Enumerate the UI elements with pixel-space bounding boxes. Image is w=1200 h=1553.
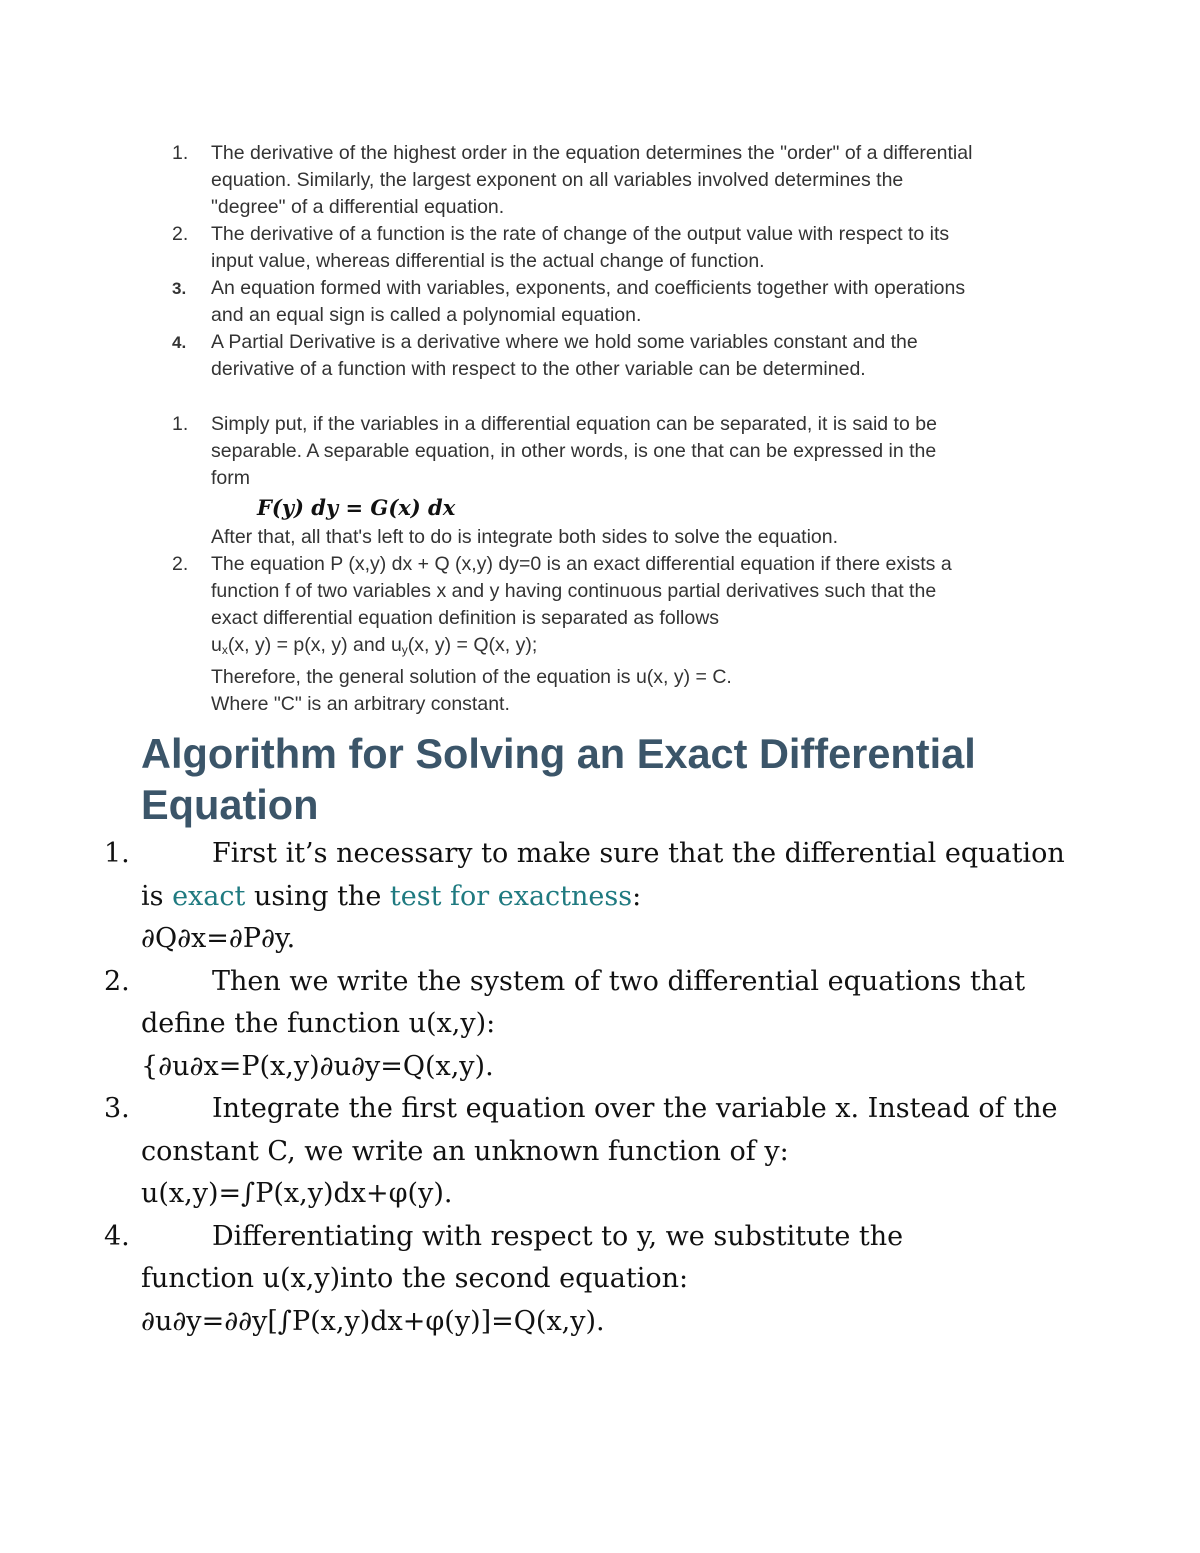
algorithm-step — [0, 961, 1200, 1089]
step-text: Differentiating with respect to y, we substitute the — [212, 1220, 904, 1252]
list-number: 2. — [172, 223, 189, 245]
step-text: Then we write the system of two differential equations that — [212, 965, 1026, 997]
text-line: The derivative of a function is the rate of change of the output value with respect to its — [211, 223, 950, 245]
separable-formula: F(y) dy = G(x) dx — [257, 495, 456, 520]
text-line: exact differential equation definition is separated as follows — [211, 607, 720, 629]
step-text: Integrate the first equation over the variable x. Instead of the — [212, 1093, 1058, 1124]
definitions-list — [0, 140, 1200, 383]
step-text: function u(x,y)into the second equation: — [141, 1263, 689, 1294]
step-equation: ∂Q∂x=∂P∂y. — [141, 923, 296, 954]
list-number: 1. — [172, 142, 189, 164]
heading-line: Equation — [141, 781, 319, 828]
text-fragment: (x, y) = Q(x, y); — [407, 634, 538, 656]
section-heading — [141, 728, 1101, 830]
text-line: "degree" of a differential equation. — [211, 196, 505, 218]
text-line: function f of two variables x and y having continuous partial derivatives such that the — [211, 580, 937, 602]
text-line: form — [211, 467, 250, 489]
text-line: input value, whereas differential is the actual change of function. — [211, 250, 765, 272]
step-number: 4. — [104, 1220, 130, 1252]
text-line: The derivative of the highest order in the equation determines the "order" of a differential — [211, 142, 973, 164]
algorithm-step — [0, 1216, 1200, 1344]
step-equation: {∂u∂x=P(x,y)∂u∂y=Q(x,y). — [141, 1050, 494, 1082]
list-number: 4. — [172, 333, 187, 352]
algorithm-step — [0, 1088, 1200, 1216]
list-item — [0, 411, 1200, 551]
step-equation: ∂u∂y=∂∂y[∫P(x,y)dx+φ(y)]=Q(x,y). — [141, 1305, 605, 1337]
list-number: 3. — [172, 279, 187, 298]
equation-types-list — [0, 411, 1200, 718]
text-line: derivative of a function with respect to the other variable can be determined. — [211, 358, 866, 380]
subscript: x — [221, 643, 228, 657]
text-line: Where "C" is an arbitrary constant. — [211, 693, 510, 715]
list-item-text — [211, 275, 1071, 329]
text-line: equation. Similarly, the largest exponent on all variables involved determines the — [211, 169, 904, 191]
step-text: define the function u(x,y): — [141, 1008, 496, 1039]
text-line: A Partial Derivative is a derivative where we hold some variables constant and the — [211, 331, 918, 353]
text-fragment: is — [141, 880, 173, 912]
algorithm-list — [0, 833, 1200, 1343]
text-line: After that, all that's left to do is integrate both sides to solve the equation. — [211, 526, 839, 548]
step-number: 2. — [104, 965, 130, 997]
text-fragment: using the — [245, 880, 390, 912]
list-item — [0, 329, 1200, 383]
list-item — [0, 551, 1200, 718]
heading-line: Algorithm for Solving an Exact Differential — [141, 730, 976, 777]
text-fragment: : — [632, 880, 642, 912]
text-line: The equation P (x,y) dx + Q (x,y) dy=0 is an exact differential equation if there exists a — [211, 553, 952, 575]
text-line: An equation formed with variables, exponents, and coefficients together with operations — [211, 277, 966, 299]
list-item-text — [211, 140, 1071, 221]
list-item — [0, 140, 1200, 221]
list-item-text — [211, 329, 1071, 383]
text-fragment: u — [211, 634, 222, 656]
list-item-text — [211, 221, 1071, 275]
partial-equations-line — [211, 632, 1071, 664]
text-line: Therefore, the general solution of the equation is u(x, y) = C. — [211, 666, 732, 688]
exact-link[interactable]: exact — [172, 880, 246, 912]
step-number: 3. — [104, 1093, 130, 1124]
list-item-text — [211, 411, 1071, 551]
text-line: and an equal sign is called a polynomial equation. — [211, 304, 642, 326]
list-number: 1. — [172, 413, 189, 435]
text-line: Simply put, if the variables in a differential equation can be separated, it is said to be — [211, 413, 937, 435]
algorithm-step — [0, 833, 1200, 961]
text-fragment: (x, y) = p(x, y) and u — [227, 634, 402, 656]
list-item-text — [211, 551, 1071, 718]
subscript: y — [401, 643, 408, 657]
step-number: 1. — [104, 838, 130, 869]
text-line: separable. A separable equation, in other words, is one that can be expressed in the — [211, 440, 937, 462]
list-item — [0, 221, 1200, 275]
list-item — [0, 275, 1200, 329]
step-text: constant C, we write an unknown function of y: — [141, 1135, 789, 1167]
step-text — [141, 876, 1200, 919]
test-for-exactness-link[interactable]: test for exactness — [389, 880, 633, 912]
step-equation: u(x,y)=∫P(x,y)dx+φ(y). — [141, 1178, 453, 1209]
list-number: 2. — [172, 553, 189, 575]
step-text: First it’s necessary to make sure that the differential equation — [212, 838, 1065, 869]
